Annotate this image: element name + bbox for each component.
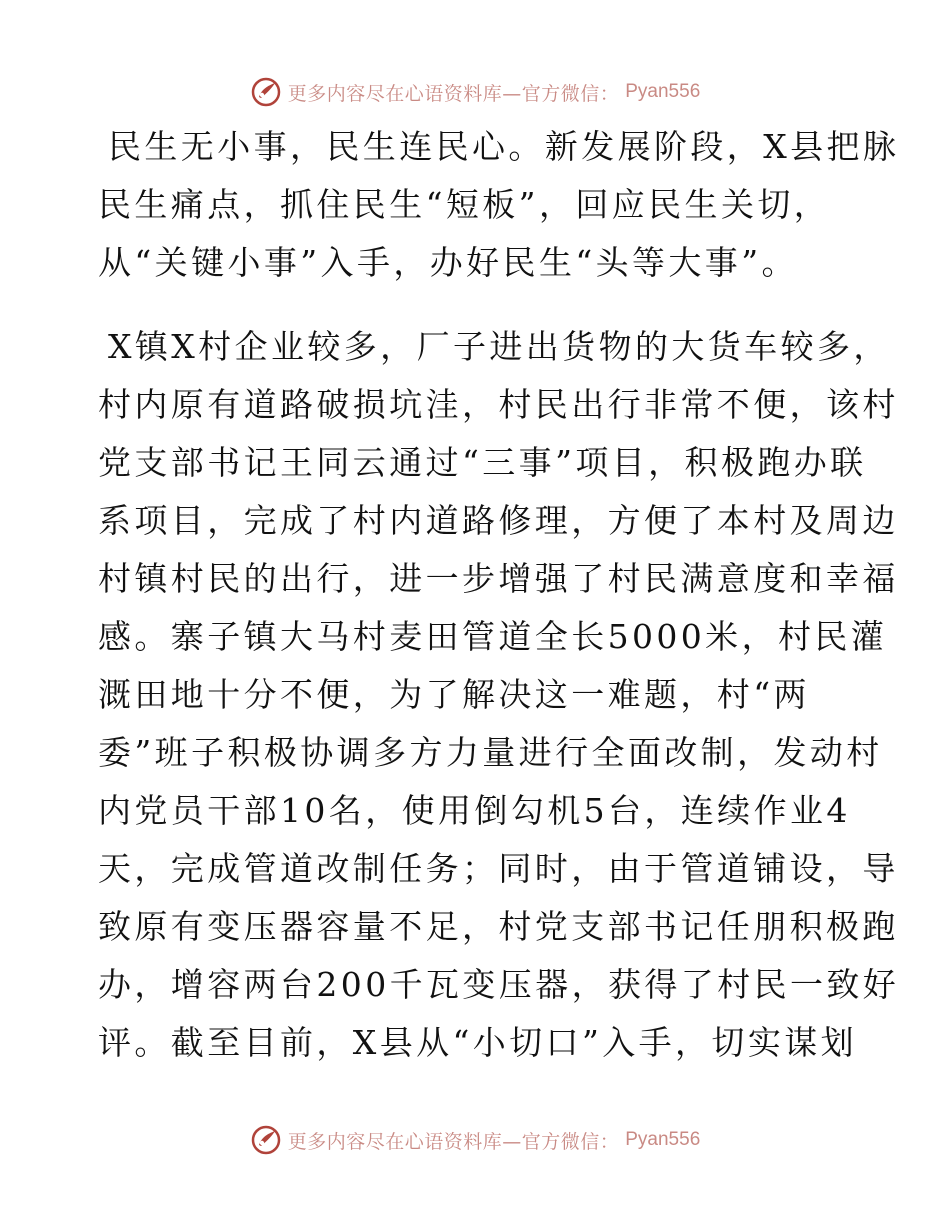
text-line: 溉田地十分不便，为了解决这一难题，村“两 [98,675,810,714]
text-line: X镇X村企业较多，厂子进出货物的大货车较多， [108,327,890,366]
text-line: 感。寨子镇大马村麦田管道全长5000米，村民灌 [98,617,888,656]
text-line: 系项目，完成了村内道路修理，方便了本村及周边 [98,501,899,540]
text-line: 村内原有道路破损坑洼，村民出行非常不便，该村 [98,385,899,424]
text-line: 办，增容两台200千瓦变压器，获得了村民一致好 [98,965,900,1004]
watermark-handle: Pyan556 [625,1129,701,1150]
paragraph-2 [98,318,900,1072]
text-line: 民生痛点，抓住民生“短板”，回应民生关切， [98,185,831,224]
brand-logo-icon [250,76,282,108]
text-line: 致原有变压器容量不足，村党支部书记任朋积极跑 [98,907,899,946]
text-line: 内党员干部10名，使用倒勾机5台，连续作业4 [98,791,851,830]
text-line: 民生无小事，民生连民心。新发展阶段，X县把脉 [108,127,900,166]
text-line: 委”班子积极协调多方力量进行全面改制，发动村 [98,733,883,772]
header-watermark [0,72,950,112]
text-line: 天，完成管道改制任务；同时，由于管道铺设，导 [98,849,899,888]
text-line: 党支部书记王同云通过“三事”项目，积极跑办联 [98,443,867,482]
text-line: 村镇村民的出行，进一步增强了村民满意度和幸福 [98,559,899,598]
watermark-handle: Pyan556 [625,81,701,102]
watermark-text: 更多内容尽在心语资料库—官方微信： [287,1130,620,1153]
brand-logo-icon [250,1124,282,1156]
watermark-text: 更多内容尽在心语资料库—官方微信： [287,82,620,105]
text-line: 从“关键小事”入手，办好民生“头等大事”。 [98,243,798,282]
text-line: 评。截至目前，X县从“小切口”入手，切实谋划 [98,1023,858,1062]
footer-watermark [0,1120,950,1160]
paragraph-1 [98,118,900,292]
